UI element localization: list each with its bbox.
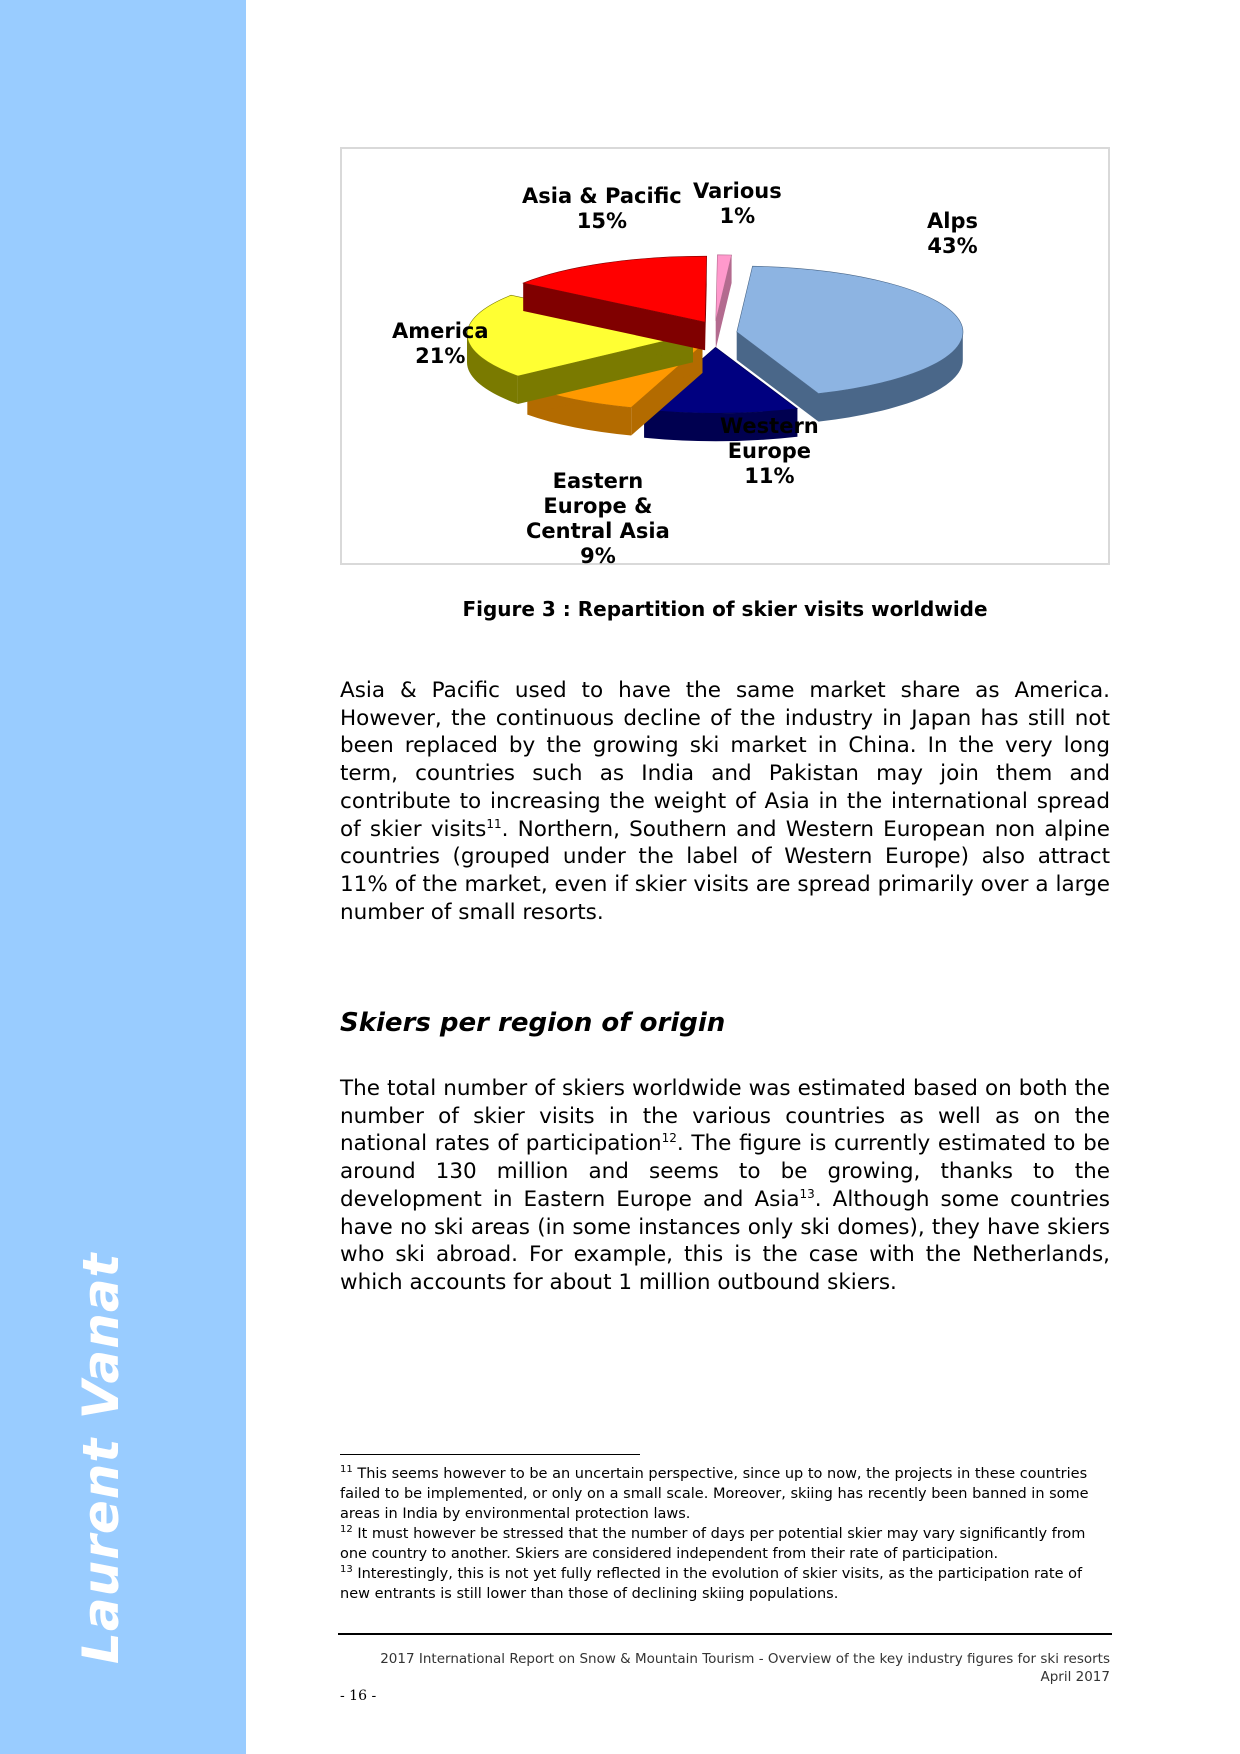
pie-label-line: Various — [693, 179, 782, 203]
pie-label-line: Europe & — [543, 494, 653, 518]
footnote-11 — [340, 1464, 1110, 1524]
footnote-12 — [340, 1524, 1110, 1564]
footnote-text: It must however be stressed that the number of days per potential skier may vary significantly from one country to another. Skiers are considered independent from their rate of participation. — [340, 1526, 1086, 1562]
paragraph-2-text-c: . Although some countries have no ski areas (in some instances only ski domes), they have skiers who ski abroad. For example, this is the case with the Netherlands, which accounts for about 1 million outbound skiers. — [340, 1186, 1111, 1295]
section-heading: Skiers per region of origin — [340, 1008, 726, 1038]
footer-divider — [338, 1633, 1112, 1635]
pie-label-america — [392, 319, 489, 369]
pie-label-line: Eastern — [552, 469, 644, 493]
pie-label-line: 43% — [927, 234, 978, 258]
paragraph-1-text-a: Asia & Pacific used to have the same market share as America. However, the continuous decline of the industry in Japan has still not been replaced by the growing ski market in China. In the very long term, countries such as India and Pakistan may join them and contribute to increasing the weight of Asia in the international spread of skier visits — [340, 678, 1110, 842]
footnote-13 — [340, 1564, 1110, 1604]
pie-label-line: America — [392, 319, 489, 343]
pie-label-line: 11% — [744, 464, 795, 488]
footer — [340, 1650, 1110, 1686]
footnote-number: 11 — [340, 1464, 353, 1476]
paragraph-2-text-b: . The figure is currently estimated to be around 130 million and seems to be growing, thanks to the development in Eastern Europe and Asia — [340, 1131, 1110, 1212]
footer-date: April 2017 — [1040, 1669, 1110, 1685]
pie-slice-various — [716, 255, 732, 349]
page-number: - 16 - — [340, 1688, 377, 1704]
footnote-ref-13[interactable]: 13 — [799, 1186, 815, 1201]
author-name: Laurent Vanat — [72, 1252, 130, 1664]
pie-label-various — [693, 179, 782, 229]
footnote-divider — [340, 1454, 640, 1455]
footnotes — [340, 1464, 1110, 1604]
paragraph-2-text-a: The total number of skiers worldwide was estimated based on both the number of skier visits in the various countries as well as on the national rates of participation — [340, 1076, 1110, 1157]
footnote-text: This seems however to be an uncertain perspective, since up to now, the projects in these countries failed to be implemented, or only on a small scale. Moreover, skiing has recently been banned in some areas in India by environmental protection laws. — [340, 1466, 1089, 1522]
pie-label-line: Central Asia — [526, 519, 670, 543]
pie-label-line: Asia & Pacific — [522, 184, 682, 208]
footnote-ref-12[interactable]: 12 — [661, 1131, 677, 1146]
pie-label-line: 1% — [719, 204, 756, 228]
pie-label-alps — [927, 209, 978, 259]
pie-label-eastern-europe-central-asia — [526, 469, 670, 569]
pie-label-line: Alps — [927, 209, 978, 233]
paragraph-1-text-b: . Northern, Southern and Western European non alpine countries (grouped under the label of Western Europe) also attract 11% of the market, even if skier visits are spread primarily over a large number of small resorts. — [340, 816, 1110, 925]
pie-label-line: Western — [720, 414, 819, 438]
footnote-text: Interestingly, this is not yet fully reflected in the evolution of skier visits, as the participation rate of new entrants is still lower than those of declining skiing populations. — [340, 1566, 1083, 1602]
paragraph-2 — [340, 1075, 1110, 1297]
pie-label-line: 21% — [415, 344, 466, 368]
figure-caption: Figure 3 : Repartition of skier visits worldwide — [462, 597, 988, 621]
footnote-ref-11[interactable]: 11 — [486, 816, 502, 831]
paragraph-1 — [340, 677, 1110, 926]
footnote-number: 12 — [340, 1524, 353, 1536]
footnote-number: 13 — [340, 1564, 353, 1576]
pie-chart — [340, 147, 1110, 568]
pie-label-western-europe — [720, 414, 819, 489]
pie-label-line: 15% — [576, 209, 627, 233]
pie-label-line: Europe — [727, 439, 812, 463]
pie-label-asia-pacific — [522, 184, 682, 234]
sidebar — [0, 0, 246, 1754]
pie-label-line: 9% — [580, 544, 616, 568]
footer-report-title: 2017 International Report on Snow & Mountain Tourism - Overview of the key industry figures for ski resorts — [380, 1651, 1110, 1667]
